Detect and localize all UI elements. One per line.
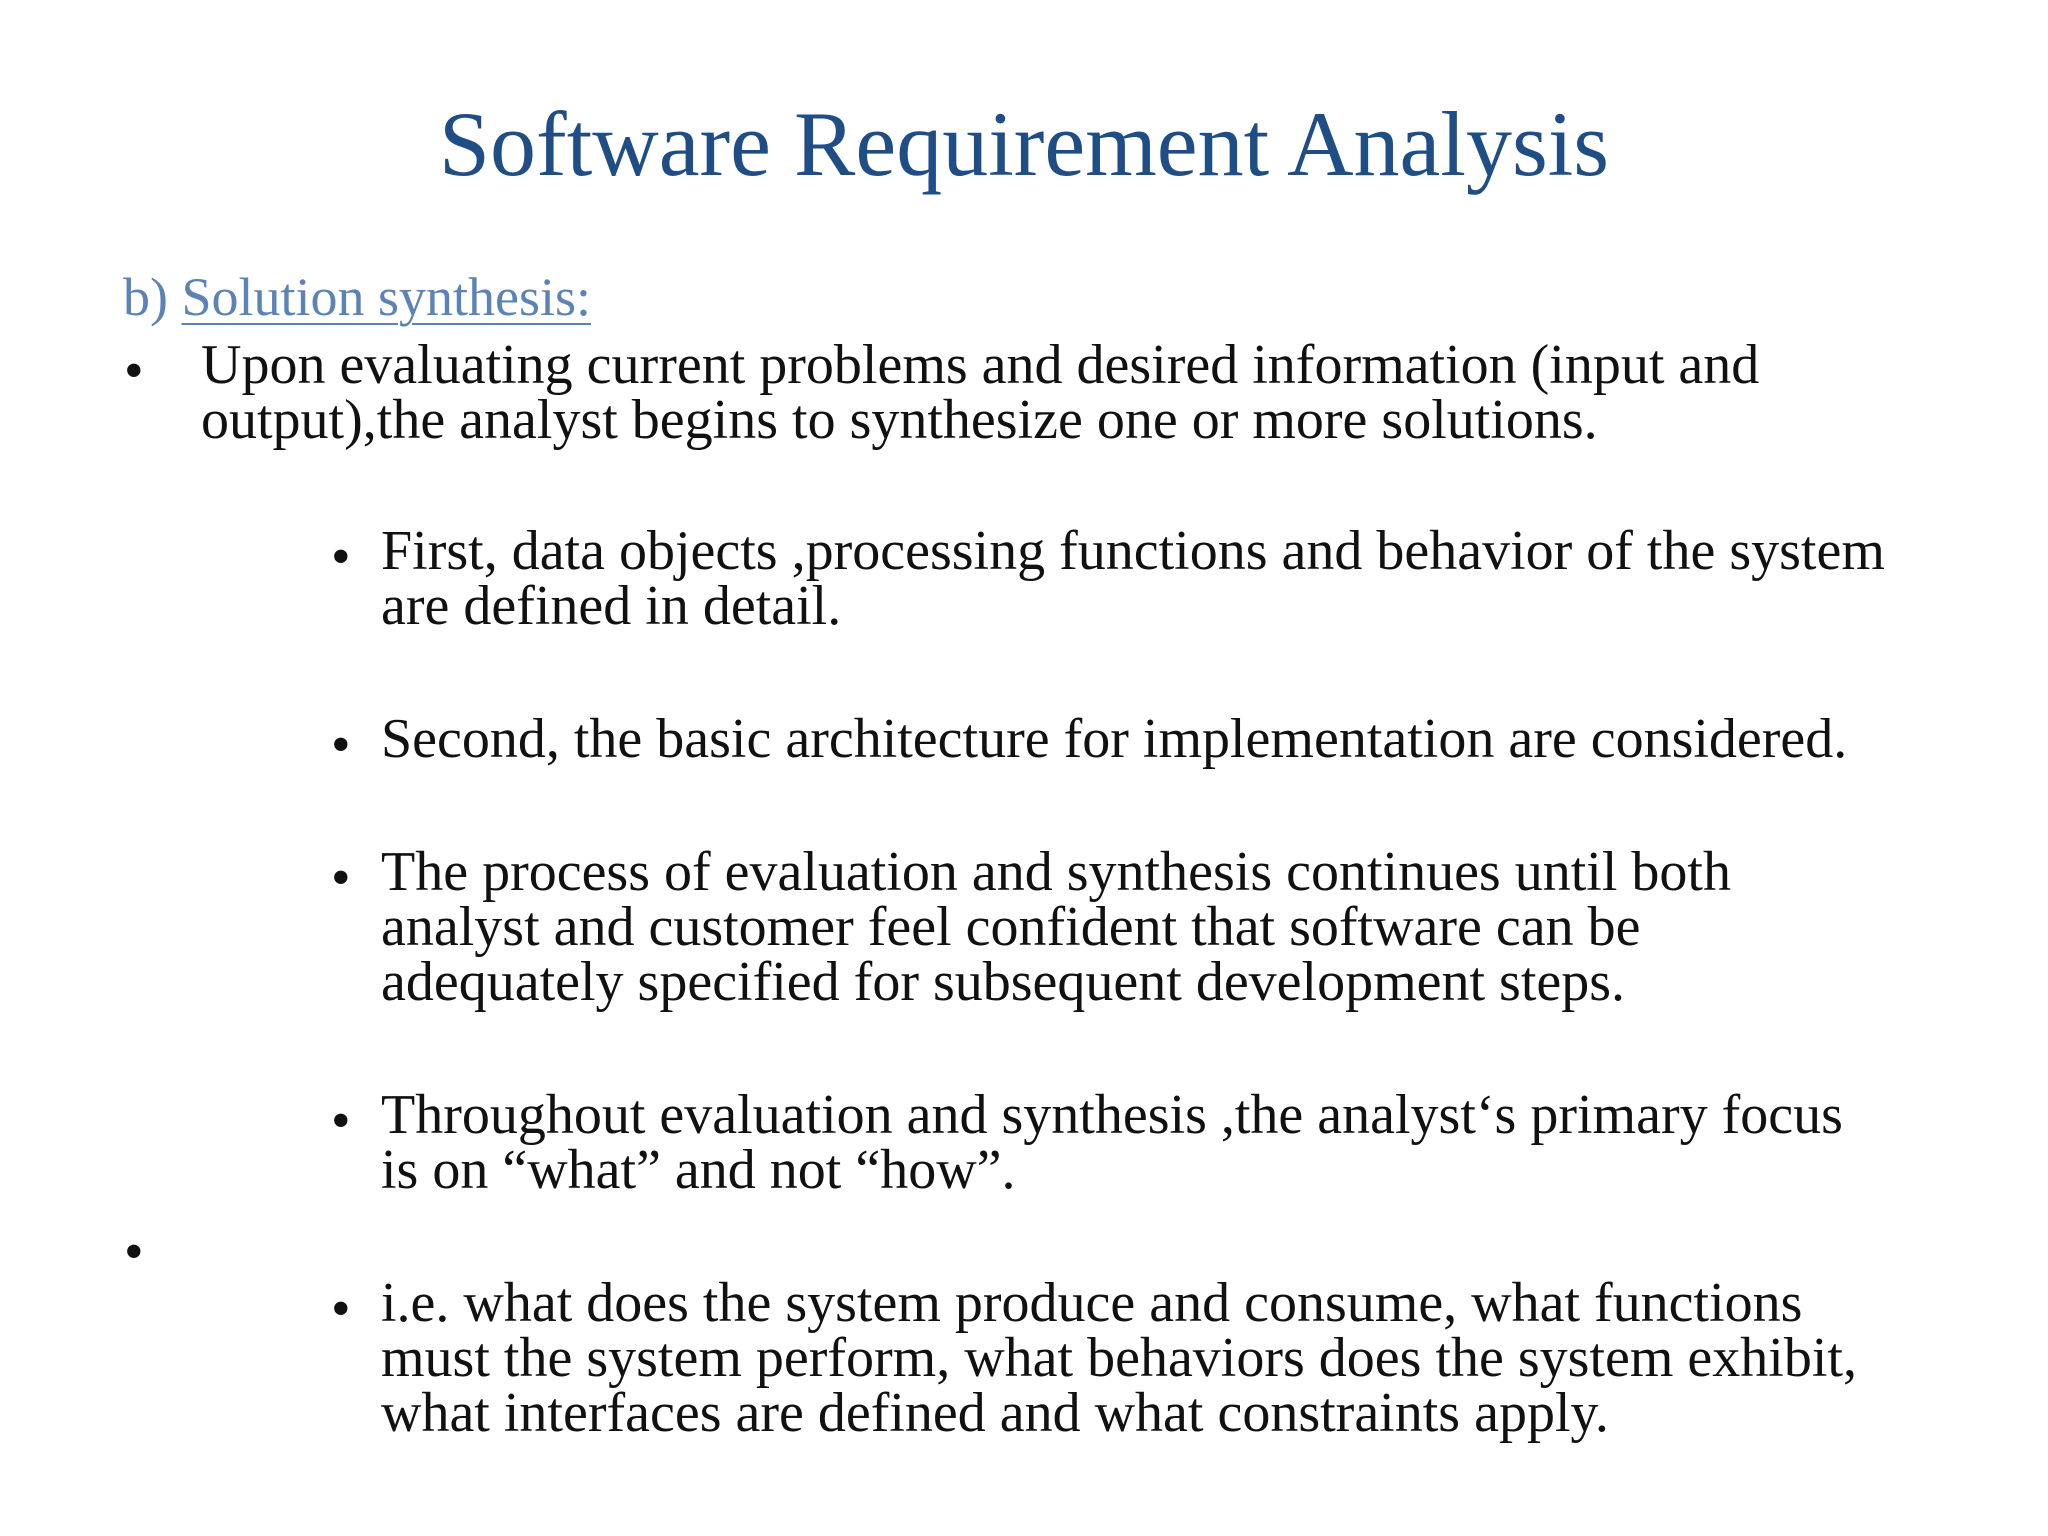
sub-bullet-5-line-1: i.e. what does the system produce and consume, what functions (381, 1272, 1803, 1334)
top-bullet-marker: • (124, 340, 144, 402)
sub-bullet-marker-4: • (331, 1090, 351, 1152)
sub-bullet-5-line-3: what interfaces are defined and what constraints apply. (381, 1382, 1609, 1444)
sub-bullet-marker-2: • (331, 714, 351, 776)
sub-bullet-text-5 (381, 1272, 1857, 1444)
sub-bullet-marker-3: • (331, 847, 351, 909)
top-bullet-text (201, 334, 1760, 451)
sub-bullet-4-line-1: Throughout evaluation and synthesis ,the analyst‘s primary focus (381, 1084, 1843, 1146)
sub-bullet-1-line-1: First, data objects ,processing functions and behavior of the system (381, 520, 1885, 582)
empty-top-level-bullet: • (124, 1221, 144, 1283)
sub-bullet-text-4 (381, 1084, 1843, 1201)
sub-bullet-3-line-1: The process of evaluation and synthesis continues until both (381, 841, 1731, 903)
sub-bullet-text-2 (381, 708, 1848, 770)
sub-bullet-text-1 (381, 520, 1885, 637)
top-bullet-line-2: output),the analyst begins to synthesize one or more solutions. (201, 389, 1598, 451)
sub-bullet-5-line-2: must the system perform, what behaviors does the system exhibit, (381, 1327, 1857, 1389)
sub-bullet-1-line-2: are defined in detail. (381, 575, 842, 637)
top-bullet-line-1: Upon evaluating current problems and desired information (input and (201, 334, 1760, 396)
sub-bullet-text-3 (381, 841, 1731, 1013)
sub-bullet-marker-1: • (331, 526, 351, 588)
section-heading (123, 267, 592, 327)
sub-bullet-4-line-2: is on “what” and not “how”. (381, 1139, 1016, 1201)
sub-bullet-3-line-2: analyst and customer feel confident that software can be (381, 896, 1641, 958)
sub-bullet-marker-5: • (331, 1278, 351, 1340)
section-heading-text: Solution synthesis: (181, 267, 592, 327)
sub-bullet-3-line-3: adequately specified for subsequent development steps. (381, 951, 1626, 1013)
section-prefix: b) (123, 267, 168, 327)
sub-bullet-2-line-1: Second, the basic architecture for implementation are considered. (381, 708, 1848, 770)
slide-title: Software Requirement Analysis (438, 93, 1610, 195)
